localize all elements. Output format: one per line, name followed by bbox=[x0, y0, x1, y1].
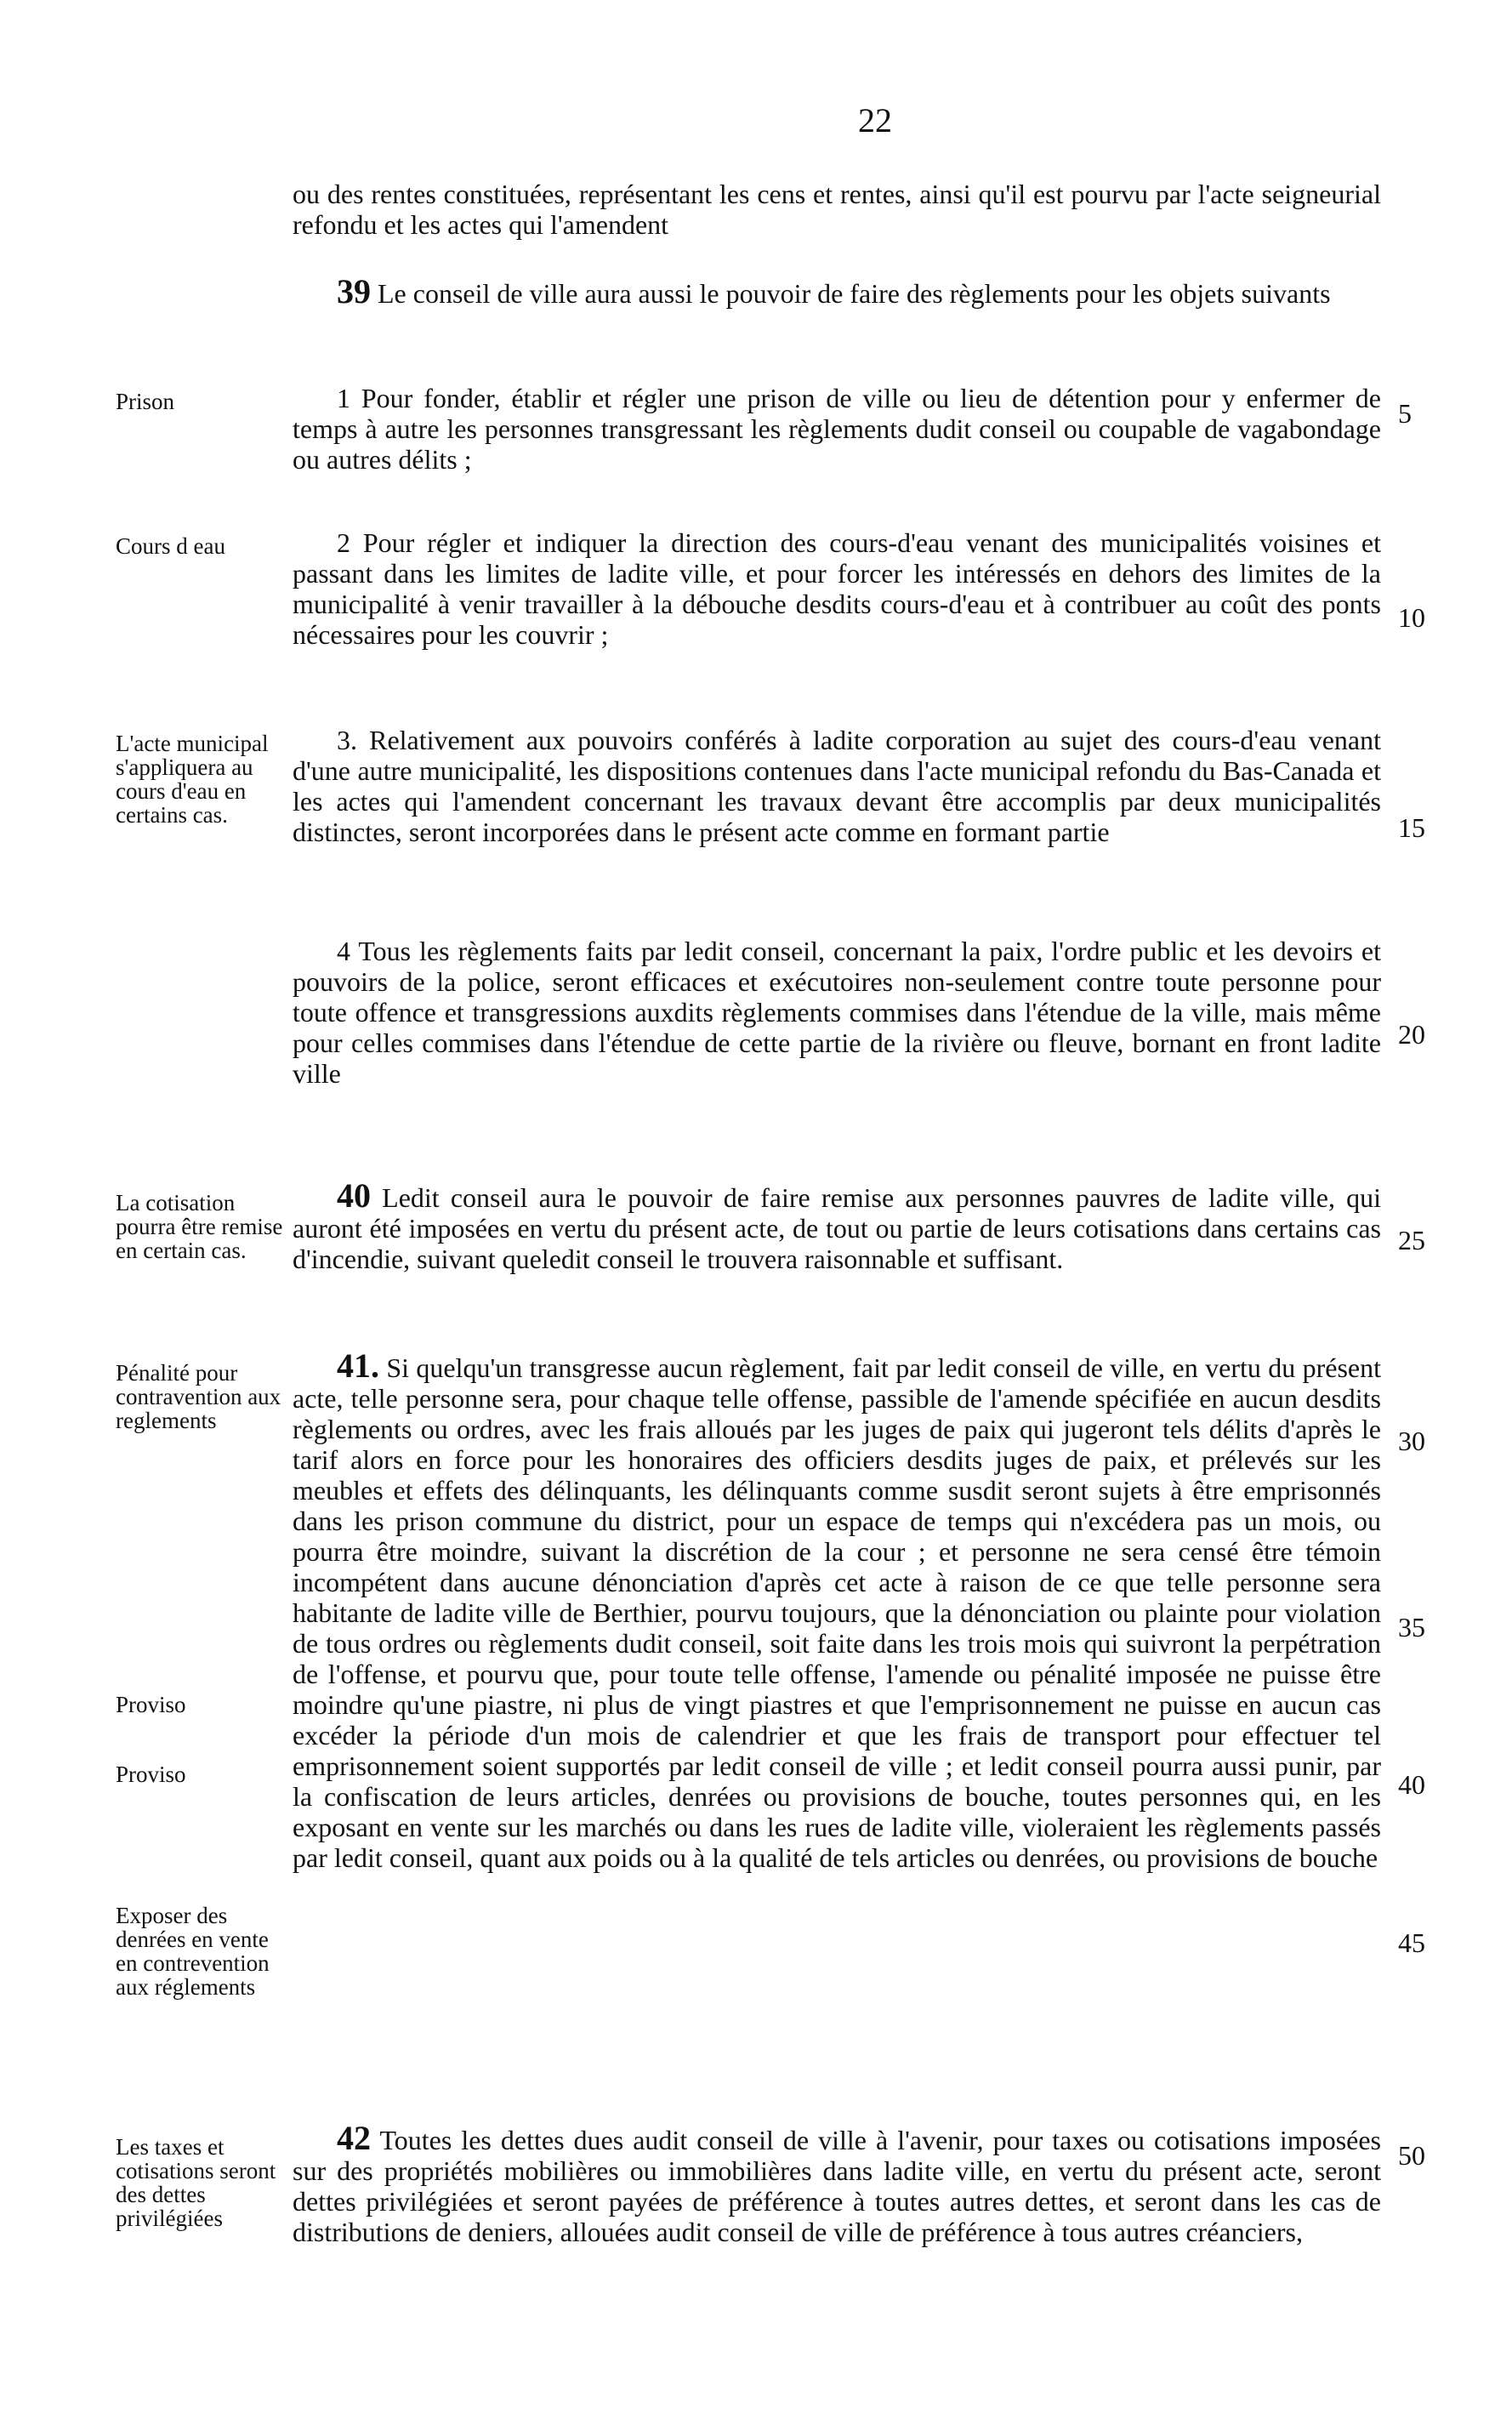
margin-note-prison: Prison bbox=[116, 389, 175, 414]
line-number: 45 bbox=[1398, 1927, 1425, 1958]
line-number: 30 bbox=[1398, 1426, 1425, 1456]
section-number: 39 bbox=[337, 272, 371, 310]
item-3: 3. Relativement aux pouvoirs conférés à ladite corporation au sujet des cours-d'eau venant d'une autre municipalité, les dispositions contenues dans l'acte municipal refondu du Bas-Canada et les actes qui l'amendent concernant les travaux devant être accomplis par deux municipalités distinctes, seront incorporées dans le présent acte comme en formant partie bbox=[293, 725, 1381, 847]
line-number: 35 bbox=[1398, 1612, 1425, 1642]
item-1: 1 Pour fonder, établir et régler une prison de ville ou lieu de détention pour y enfermer de temps à autre les personnes transgressant les règlements dudit conseil ou coupable de vagabondage ou autres délits ; bbox=[293, 383, 1381, 475]
section-42: 42 Toutes les dettes dues audit conseil de ville à l'avenir, pour taxes ou cotisations imposées sur des propriétés mobilières ou immobilières dans ladite ville, en vertu du présent acte, seront dettes privilégiées et seront payées de préférence à toutes autres dettes, et seront dans les cas de distributions de deniers, allouées audit conseil de ville de préférence à tous autres créanciers, bbox=[293, 2119, 1382, 2247]
item-2: 2 Pour régler et indiquer la direction des cours-d'eau venant des municipalités voisines et passant dans les limites de ladite ville, et pour forcer les intéressés en dehors des limites de la municipalité à venir travailler à la débouche desdits cours-d'eau et à contribuer au coût des ponts nécessaires pour les couvrir ; bbox=[293, 527, 1381, 650]
line-number: 5 bbox=[1398, 398, 1412, 429]
line-number: 20 bbox=[1398, 1019, 1425, 1050]
margin-note-penalite: Pénalité pour contravention aux reglements bbox=[116, 1360, 281, 1433]
section-number: 40 bbox=[337, 1176, 371, 1215]
section-41: 41. Si quelqu'un transgresse aucun règlement, fait par ledit conseil de ville, en vertu du présent acte, telle personne sera, pour chaque telle offense, passible de l'amende spécifiée en aucun desdits règlements ou ordres, avec les frais alloués par les juges de paix qui jugeront tels délits d'après le tarif alors en force pour les honoraires des officiers desdits juges de paix, et prélevés sur les meubles et effets des délinquants, les délinquants comme susdit seront sujets à être emprisonnés dans les prison commune du district, pour un espace de temps qui n'excédera pas un mois, ou pourra être moindre, suivant la discrétion de la cour ; et personne ne sera censé être témoin incompétent dans aucune dénonciation d'après cet acte à raison de ce que telle personne sera habitante de ladite ville de Berthier, pourvu toujours, que la dénonciation ou plainte pour violation de tous ordres ou règlements dudit conseil, soit faite dans les trois mois qui suivront la perpétration de l'offense, et pourvu que, pour toute telle offense, l'amende ou pénalité imposée ne puisse être moindre qu'une piastre, ni plus de vingt piastres et que l'emprisonnement ne puisse en aucun cas excéder la période d'un mois de calendrier et que les frais de transport pour effectuer tel emprisonnement soient supportés par ledit conseil de ville ; et ledit conseil pourra aussi punir, par la confiscation de leurs articles, denrées ou provisions de bouche, toutes personnes qui, en les exposant en vente sur les marchés ou dans les rues de ladite ville, violeraient les règlements passés par ledit conseil, quant aux poids ou à la qualité de tels articles ou denrées, ou provisions de bouche bbox=[293, 1346, 1382, 1873]
paragraph-continuation: ou des rentes constituées, représentant les cens et rentes, ainsi qu'il est pourvu par l'acte seigneurial refondu et les actes qui l'amendent bbox=[293, 179, 1381, 240]
margin-note-proviso-2: Proviso bbox=[116, 1762, 186, 1787]
line-number: 15 bbox=[1398, 812, 1425, 843]
section-number: 42 bbox=[337, 2119, 371, 2157]
page-number: 22 bbox=[858, 101, 892, 139]
margin-note-taxes: Les taxes et cotisations seront des dettes privilégiées bbox=[116, 2134, 276, 2231]
margin-note-acte-municipal: L'acte municipal s'appliquera au cours d'eau en certains cas. bbox=[116, 731, 269, 828]
section-39: 39 Le conseil de ville aura aussi le pouvoir de faire des règlements pour les objets suivants bbox=[337, 272, 1331, 310]
item-4: 4 Tous les règlements faits par ledit conseil, concernant la paix, l'ordre public et les devoirs et pouvoirs de la police, seront efficaces et exécutoires non-seulement contre toute personne pour toute offence et transgressions auxdits règlements commises dans l'étendue de la ville, mais même pour celles commises dans l'étendue de cette partie de la rivière ou fleuve, bornant en front ladite ville bbox=[293, 936, 1381, 1089]
margin-note-exposer: Exposer des denrées en vente en contrevention aux réglements bbox=[116, 1903, 270, 2000]
margin-note-cotisation: La cotisation pourra être remise en certain cas. bbox=[116, 1190, 283, 1263]
line-number: 50 bbox=[1398, 2140, 1425, 2171]
section-40: 40 Ledit conseil aura le pouvoir de faire remise aux personnes pauvres de ladite ville, qui auront été imposées en vertu du présent acte, de tout ou partie de leurs cotisations dans certains cas d'incendie, suivant queledit conseil le trouvera raisonnable et suffisant. bbox=[293, 1176, 1382, 1274]
section-number: 41. bbox=[337, 1346, 379, 1385]
line-number: 40 bbox=[1398, 1769, 1425, 1800]
line-number: 10 bbox=[1398, 602, 1425, 633]
margin-note-proviso-1: Proviso bbox=[116, 1692, 186, 1717]
margin-note-cours-eau: Cours d eau bbox=[116, 533, 225, 559]
line-number: 25 bbox=[1398, 1225, 1425, 1255]
